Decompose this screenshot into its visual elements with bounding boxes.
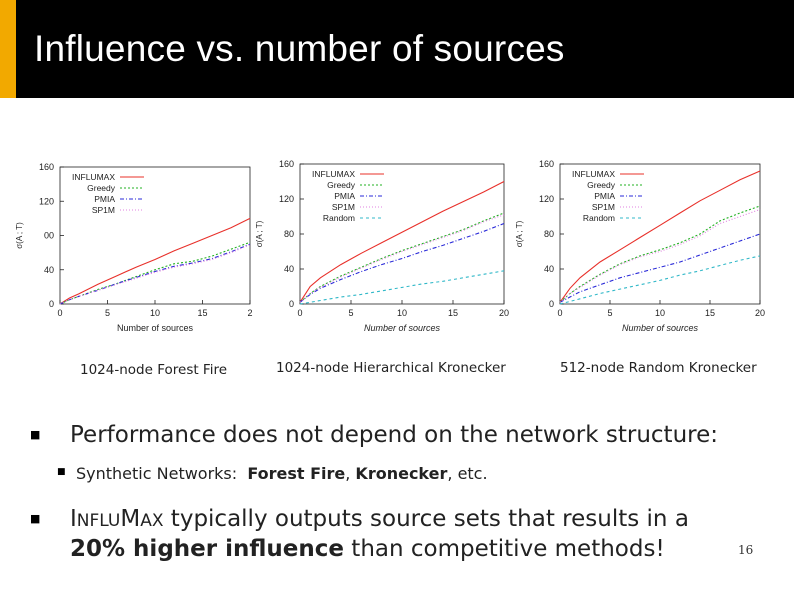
y-tick-label: 160 xyxy=(38,162,54,172)
x-tick-label: 20 xyxy=(498,308,510,318)
x-tick-label: 2 xyxy=(247,308,253,318)
series-line-influmax xyxy=(300,182,504,303)
series-line-pmia xyxy=(300,224,504,303)
legend-label: INFLUMAX xyxy=(72,172,115,182)
synthetic-sep: , xyxy=(345,464,356,483)
chart-forest-fire xyxy=(10,158,255,340)
series-line-influmax xyxy=(60,218,250,304)
series-line-random xyxy=(300,271,504,304)
y-tick-label: 0 xyxy=(48,299,54,309)
chart-random-kronecker xyxy=(512,158,774,340)
influmax-AX: AX xyxy=(140,511,164,531)
y-axis-label: σ(A ; T) xyxy=(515,220,524,248)
legend-label: Greedy xyxy=(87,183,115,193)
legend-label: PMIA xyxy=(334,191,355,201)
synthetic-suffix: , etc. xyxy=(447,464,488,483)
y-tick-label: 160 xyxy=(278,159,294,169)
bullet-influmax-outputs xyxy=(70,506,689,532)
page-number: 16 xyxy=(738,543,754,557)
x-axis-label: Number of sources xyxy=(116,323,194,333)
bullet-square-icon: ■ xyxy=(30,512,41,525)
legend-label: PMIA xyxy=(94,194,115,204)
influmax-M: M xyxy=(120,506,141,532)
x-tick-label: 0 xyxy=(297,308,303,318)
x-axis-label: Number of sources xyxy=(363,323,441,333)
legend-label: Greedy xyxy=(327,180,355,190)
series-line-greedy xyxy=(60,242,250,304)
y-tick-label: 120 xyxy=(538,194,554,204)
x-tick-label: 15 xyxy=(704,308,716,318)
legend-label: SP1M xyxy=(591,202,615,212)
sub-bullet-square-icon: ■ xyxy=(57,467,66,477)
legend-label: Greedy xyxy=(587,180,615,190)
y-tick-label: 120 xyxy=(278,194,294,204)
y-tick-label: 00 xyxy=(43,230,54,241)
legend-label: INFLUMAX xyxy=(572,169,615,179)
kronecker-bold: Kronecker xyxy=(355,464,448,483)
y-tick-label: 120 xyxy=(38,196,54,207)
x-tick-label: 10 xyxy=(149,308,161,318)
series-line-sp1m xyxy=(60,245,250,304)
caption-random-kronecker: 512-node Random Kronecker xyxy=(560,360,757,376)
y-tick-label: 160 xyxy=(538,159,554,169)
bullet-higher-influence xyxy=(70,536,665,562)
legend-label: PMIA xyxy=(594,191,615,201)
y-tick-label: 80 xyxy=(283,229,294,239)
x-tick-label: 20 xyxy=(754,308,766,318)
x-tick-label: 5 xyxy=(104,308,111,318)
x-tick-label: 0 xyxy=(57,308,63,318)
sub-bullet-synthetic-networks xyxy=(76,464,488,483)
legend-label: Random xyxy=(322,213,355,223)
bullet-square-icon: ■ xyxy=(30,428,41,441)
influmax-rest: typically outputs source sets that results in a xyxy=(163,506,689,532)
synthetic-prefix: Synthetic Networks: xyxy=(76,464,248,483)
slide-title: Influence vs. number of sources xyxy=(34,28,565,69)
influmax-I: I xyxy=(70,506,77,532)
caption-hierarchical-kronecker: 1024-node Hierarchical Kronecker xyxy=(276,360,506,376)
legend-label: Random xyxy=(582,213,615,223)
y-axis-label: σ(A ; T) xyxy=(255,220,264,248)
y-tick-label: 40 xyxy=(43,264,54,275)
higher-influence-rest: than competitive methods! xyxy=(344,536,665,562)
x-tick-label: 0 xyxy=(557,308,563,318)
higher-influence-bold: 20% higher influence xyxy=(70,536,344,562)
y-tick-label: 80 xyxy=(543,229,554,239)
x-axis-label: Number of sources xyxy=(621,323,699,333)
y-axis-label: σ(A ; T) xyxy=(15,222,24,249)
y-tick-label: 0 xyxy=(548,299,554,309)
x-tick-label: 15 xyxy=(197,308,208,318)
caption-forest-fire: 1024-node Forest Fire xyxy=(80,362,228,378)
x-tick-label: 15 xyxy=(447,308,459,318)
y-tick-label: 40 xyxy=(283,264,294,274)
legend-label: SP1M xyxy=(91,205,115,215)
forest-fire-bold: Forest Fire xyxy=(247,464,346,483)
x-tick-label: 10 xyxy=(654,308,666,318)
legend-label: SP1M xyxy=(331,202,355,212)
title-accent-bar xyxy=(0,0,16,98)
x-tick-label: 5 xyxy=(348,308,354,318)
bullet-network-structure: Performance does not depend on the network structure: xyxy=(70,422,718,448)
y-tick-label: 40 xyxy=(543,264,554,274)
legend-label: INFLUMAX xyxy=(312,169,355,179)
series-line-greedy xyxy=(300,213,504,302)
chart-hierarchical-kronecker xyxy=(255,158,520,340)
x-tick-label: 5 xyxy=(607,308,613,318)
series-line-pmia xyxy=(560,234,760,302)
y-tick-label: 0 xyxy=(288,299,294,309)
x-tick-label: 10 xyxy=(396,308,408,318)
influmax-NFLU: NFLU xyxy=(76,511,121,531)
series-line-influmax xyxy=(560,171,760,302)
